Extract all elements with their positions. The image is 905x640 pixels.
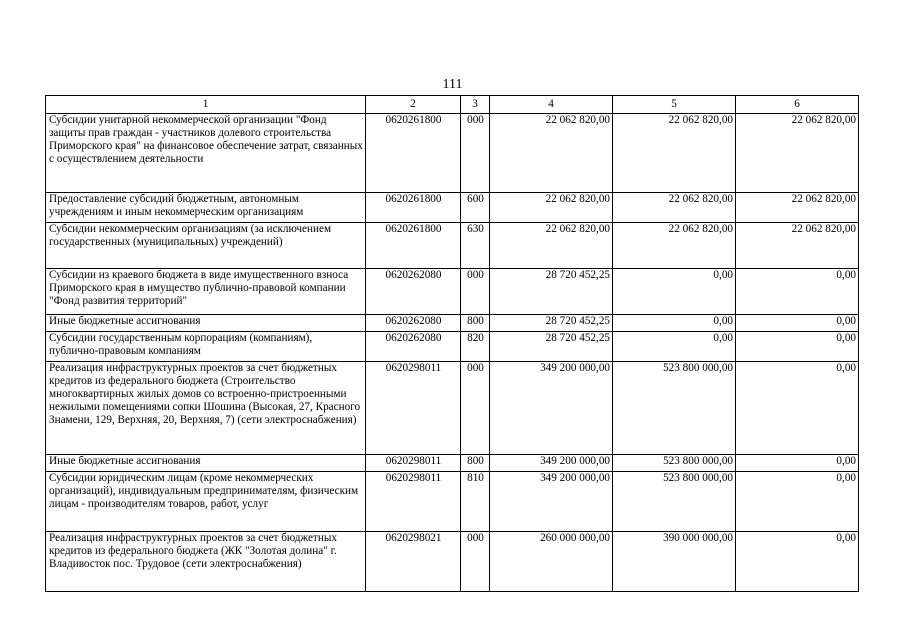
row-value-5: 0,00 bbox=[613, 269, 736, 315]
row-value-4: 28 720 452,25 bbox=[490, 315, 613, 332]
row-value-5: 523 800 000,00 bbox=[613, 362, 736, 455]
row-expense-type: 820 bbox=[461, 332, 490, 362]
row-name: Реализация инфраструктурных проектов за счет бюджетных кредитов из федерального бюджета (ЖК "Золотая долина" г. Владивосток пос. Трудовое (сети электроснабжения) bbox=[46, 532, 366, 592]
row-name: Иные бюджетные ассигнования bbox=[46, 455, 366, 472]
budget-table bbox=[45, 95, 859, 592]
table-row bbox=[46, 223, 859, 269]
row-value-6: 0,00 bbox=[736, 315, 859, 332]
row-name: Реализация инфраструктурных проектов за счет бюджетных кредитов из федерального бюджета (Строительство многоквартирных жилых домов со встроенно-пристроенными нежилыми помещениями сопки Шошина (Высокая, 27, Красного Знамени, 129, Верхняя, 20, Верхняя, 7) (сети электроснабжения) bbox=[46, 362, 366, 455]
row-value-4: 22 062 820,00 bbox=[490, 223, 613, 269]
page-number: 111 bbox=[442, 77, 463, 92]
table-row bbox=[46, 532, 859, 592]
row-expense-type: 000 bbox=[461, 269, 490, 315]
column-header: 5 bbox=[613, 96, 736, 114]
row-name: Иные бюджетные ассигнования bbox=[46, 315, 366, 332]
row-value-5: 523 800 000,00 bbox=[613, 472, 736, 532]
row-name: Субсидии некоммерческим организациям (за исключением государственных (муниципальных) учреждений) bbox=[46, 223, 366, 269]
row-value-5: 22 062 820,00 bbox=[613, 223, 736, 269]
row-value-4: 22 062 820,00 bbox=[490, 114, 613, 193]
row-code: 0620298011 bbox=[366, 362, 461, 455]
row-name: Субсидии унитарной некоммерческой организации "Фонд защиты прав граждан - участников долевого строительства Приморского края" на финансовое обеспечение затрат, связанных с осуществлением деятельности bbox=[46, 114, 366, 193]
row-expense-type: 800 bbox=[461, 455, 490, 472]
row-value-6: 22 062 820,00 bbox=[736, 223, 859, 269]
row-value-4: 349 200 000,00 bbox=[490, 472, 613, 532]
row-expense-type: 630 bbox=[461, 223, 490, 269]
row-value-4: 28 720 452,25 bbox=[490, 269, 613, 315]
row-code: 0620261800 bbox=[366, 193, 461, 223]
column-header: 4 bbox=[490, 96, 613, 114]
row-value-4: 349 200 000,00 bbox=[490, 455, 613, 472]
row-value-6: 22 062 820,00 bbox=[736, 193, 859, 223]
row-name: Предоставление субсидий бюджетным, автономным учреждениям и иным некоммерческим организациям bbox=[46, 193, 366, 223]
table-row bbox=[46, 193, 859, 223]
row-value-5: 22 062 820,00 bbox=[613, 193, 736, 223]
row-value-6: 0,00 bbox=[736, 332, 859, 362]
row-value-4: 349 200 000,00 bbox=[490, 362, 613, 455]
row-name: Субсидии из краевого бюджета в виде имущественного взноса Приморского края в имущество публично-правовой компании "Фонд развития территорий" bbox=[46, 269, 366, 315]
row-value-5: 22 062 820,00 bbox=[613, 114, 736, 193]
row-value-6: 0,00 bbox=[736, 532, 859, 592]
row-value-4: 260 000 000,00 bbox=[490, 532, 613, 592]
column-header: 1 bbox=[46, 96, 366, 114]
row-value-5: 523 800 000,00 bbox=[613, 455, 736, 472]
row-code: 0620262080 bbox=[366, 332, 461, 362]
row-code: 0620298011 bbox=[366, 455, 461, 472]
table-row bbox=[46, 362, 859, 455]
row-value-5: 0,00 bbox=[613, 315, 736, 332]
row-value-4: 22 062 820,00 bbox=[490, 193, 613, 223]
column-header: 2 bbox=[366, 96, 461, 114]
row-name: Субсидии государственным корпорациям (компаниям), публично-правовым компаниям bbox=[46, 332, 366, 362]
row-code: 0620262080 bbox=[366, 315, 461, 332]
row-expense-type: 000 bbox=[461, 362, 490, 455]
table-row bbox=[46, 332, 859, 362]
row-expense-type: 600 bbox=[461, 193, 490, 223]
row-value-6: 0,00 bbox=[736, 362, 859, 455]
table-header-row bbox=[46, 96, 859, 114]
row-expense-type: 800 bbox=[461, 315, 490, 332]
table-row bbox=[46, 315, 859, 332]
row-expense-type: 000 bbox=[461, 532, 490, 592]
row-value-5: 390 000 000,00 bbox=[613, 532, 736, 592]
column-header: 6 bbox=[736, 96, 859, 114]
row-code: 0620262080 bbox=[366, 269, 461, 315]
row-code: 0620298011 bbox=[366, 472, 461, 532]
table-row bbox=[46, 114, 859, 193]
row-name: Субсидии юридическим лицам (кроме некоммерческих организаций), индивидуальным предпринимателям, физическим лицам - производителям товаров, работ, услуг bbox=[46, 472, 366, 532]
row-value-6: 22 062 820,00 bbox=[736, 114, 859, 193]
row-expense-type: 000 bbox=[461, 114, 490, 193]
row-value-6: 0,00 bbox=[736, 472, 859, 532]
table-row bbox=[46, 269, 859, 315]
column-header: 3 bbox=[461, 96, 490, 114]
table-row bbox=[46, 472, 859, 532]
row-code: 0620261800 bbox=[366, 114, 461, 193]
row-expense-type: 810 bbox=[461, 472, 490, 532]
row-value-4: 28 720 452,25 bbox=[490, 332, 613, 362]
row-code: 0620261800 bbox=[366, 223, 461, 269]
row-value-6: 0,00 bbox=[736, 455, 859, 472]
table-row bbox=[46, 455, 859, 472]
row-value-5: 0,00 bbox=[613, 332, 736, 362]
row-value-6: 0,00 bbox=[736, 269, 859, 315]
row-code: 0620298021 bbox=[366, 532, 461, 592]
